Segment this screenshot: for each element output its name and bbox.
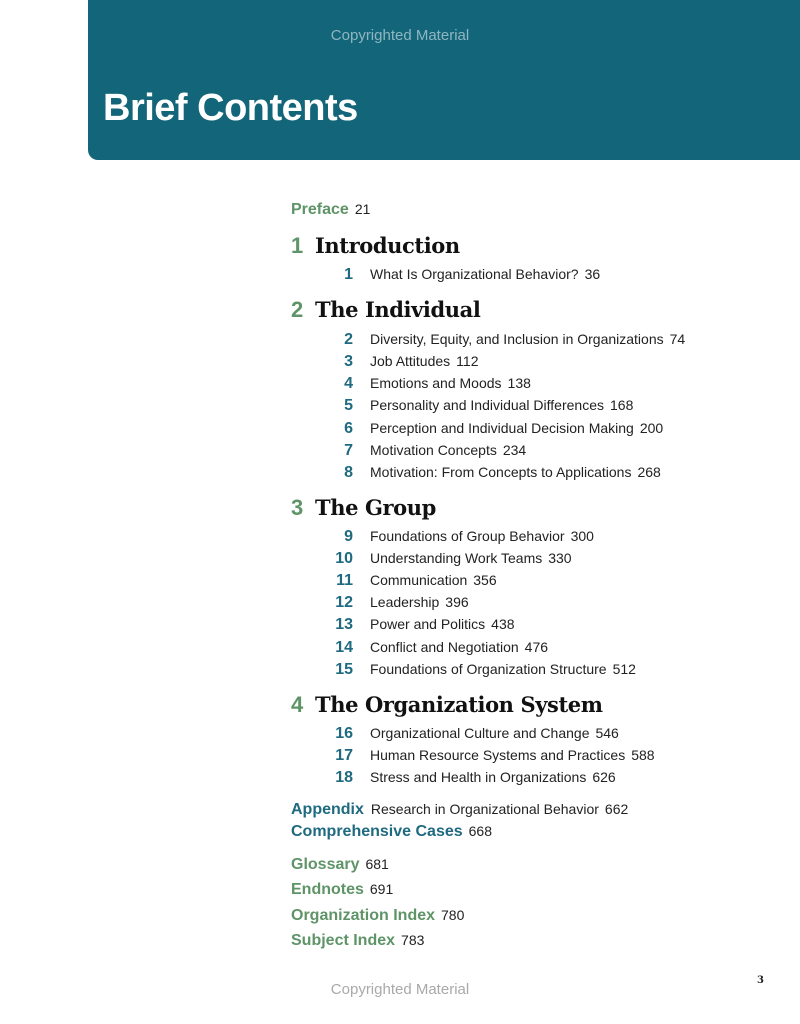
chapter-page: 438 <box>491 616 515 632</box>
preface-label: Preface <box>291 201 349 218</box>
part-number: 3 <box>291 495 304 520</box>
appendix-page: 662 <box>604 801 629 817</box>
chapter-title: Communication <box>370 572 468 588</box>
chapter-page: 626 <box>592 769 616 785</box>
page-title: Brief Contents <box>103 87 358 129</box>
back-matter-label: Subject Index <box>291 932 396 949</box>
chapter-page: 546 <box>595 725 619 741</box>
chapter-page: 512 <box>612 661 636 677</box>
appendix-label: Appendix <box>291 801 364 818</box>
chapter-entry[interactable] <box>291 747 655 765</box>
chapter-number: 11 <box>336 572 353 589</box>
part-heading[interactable] <box>291 692 603 718</box>
chapter-number: 3 <box>344 353 353 370</box>
part-number: 4 <box>291 692 304 717</box>
chapter-title: Foundations of Group Behavior <box>370 528 565 544</box>
chapter-title: Personality and Individual Differences <box>370 397 604 413</box>
chapter-number: 1 <box>344 266 353 283</box>
chapter-title: What Is Organizational Behavior? <box>370 266 579 282</box>
chapter-number: 12 <box>335 594 353 611</box>
appendix-title: Research in Organizational Behavior <box>370 801 599 817</box>
chapter-number: 5 <box>344 397 353 414</box>
chapter-number: 2 <box>344 331 353 348</box>
part-title: The Group <box>315 495 436 520</box>
chapter-number: 10 <box>335 550 353 567</box>
chapter-page: 36 <box>584 266 601 282</box>
chapter-title: Emotions and Moods <box>370 375 502 391</box>
chapter-entry[interactable] <box>291 769 616 787</box>
back-matter-page: 780 <box>441 907 465 923</box>
chapter-number: 14 <box>335 639 353 656</box>
page-number: 3 <box>757 975 764 986</box>
chapter-entry[interactable] <box>291 442 526 460</box>
chapter-page: 300 <box>570 528 594 544</box>
chapter-page: 396 <box>445 594 469 610</box>
chapter-title: Diversity, Equity, and Inclusion in Organizations <box>370 331 664 347</box>
toc-organization-index[interactable] <box>291 907 464 925</box>
watermark-bottom: Copyrighted Material <box>330 981 470 998</box>
cases-label: Comprehensive Cases <box>291 823 463 840</box>
chapter-entry[interactable] <box>291 375 531 393</box>
chapter-entry[interactable] <box>291 725 619 743</box>
chapter-number: 8 <box>344 464 353 481</box>
chapter-number: 6 <box>344 420 353 437</box>
chapter-page: 234 <box>502 442 527 458</box>
toc-cases[interactable] <box>291 823 492 841</box>
back-matter-label: Endnotes <box>291 881 364 898</box>
part-title: Introduction <box>315 233 460 258</box>
chapter-number: 16 <box>335 725 353 742</box>
cases-page: 668 <box>468 823 492 839</box>
chapter-page: 200 <box>639 420 664 436</box>
part-heading[interactable] <box>291 233 460 259</box>
chapter-entry[interactable] <box>291 464 661 482</box>
chapter-entry[interactable] <box>291 572 497 590</box>
chapter-number: 13 <box>335 616 353 633</box>
chapter-title: Conflict and Negotiation <box>370 639 519 655</box>
back-matter-page: 783 <box>401 932 425 948</box>
chapter-entry[interactable] <box>291 331 685 349</box>
part-heading[interactable] <box>291 297 480 323</box>
chapter-page: 74 <box>669 331 686 347</box>
back-matter-label: Glossary <box>291 856 360 873</box>
toc-preface[interactable] <box>291 201 370 219</box>
toc-glossary[interactable] <box>291 856 389 874</box>
chapter-entry[interactable] <box>291 353 479 371</box>
chapter-number: 7 <box>344 442 353 459</box>
chapter-page: 356 <box>473 572 497 588</box>
part-title: The Individual <box>315 297 481 322</box>
toc-subject-index[interactable] <box>291 932 424 950</box>
chapter-number: 17 <box>335 747 353 764</box>
chapter-number: 4 <box>344 375 353 392</box>
back-matter-label: Organization Index <box>291 907 436 924</box>
part-number: 1 <box>291 233 304 258</box>
chapter-page: 476 <box>524 639 549 655</box>
chapter-number: 9 <box>344 528 353 545</box>
chapter-title: Foundations of Organization Structure <box>370 661 607 677</box>
chapter-title: Motivation Concepts <box>370 442 497 458</box>
chapter-entry[interactable] <box>291 266 600 284</box>
chapter-title: Stress and Health in Organizations <box>370 769 587 785</box>
chapter-entry[interactable] <box>291 661 636 679</box>
chapter-page: 138 <box>507 375 531 391</box>
chapter-title: Leadership <box>370 594 440 610</box>
back-matter-page: 691 <box>369 881 394 897</box>
chapter-title: Job Attitudes <box>370 353 451 369</box>
chapter-page: 588 <box>631 747 655 763</box>
chapter-number: 18 <box>335 769 353 786</box>
header-band <box>88 0 800 160</box>
chapter-page: 168 <box>610 397 634 413</box>
watermark-top: Copyrighted Material <box>330 27 470 44</box>
chapter-title: Motivation: From Concepts to Applications <box>370 464 632 480</box>
chapter-entry[interactable] <box>291 594 469 612</box>
toc-appendix[interactable] <box>291 801 628 819</box>
chapter-entry[interactable] <box>291 639 548 657</box>
chapter-title: Power and Politics <box>370 616 486 632</box>
chapter-entry[interactable] <box>291 397 633 415</box>
chapter-entry[interactable] <box>291 550 572 568</box>
chapter-title: Organizational Culture and Change <box>370 725 590 741</box>
chapter-entry[interactable] <box>291 616 515 634</box>
chapter-title: Understanding Work Teams <box>370 550 543 566</box>
chapter-number: 15 <box>335 661 353 678</box>
chapter-title: Perception and Individual Decision Making <box>370 420 634 436</box>
toc-endnotes[interactable] <box>291 881 393 899</box>
chapter-entry[interactable] <box>291 420 663 438</box>
part-number: 2 <box>291 297 304 322</box>
chapter-entry[interactable] <box>291 528 594 546</box>
part-heading[interactable] <box>291 495 436 521</box>
chapter-page: 268 <box>637 464 661 480</box>
part-title: The Organization System <box>315 692 603 717</box>
back-matter-page: 681 <box>365 856 389 872</box>
preface-page: 21 <box>354 201 371 217</box>
chapter-title: Human Resource Systems and Practices <box>370 747 626 763</box>
chapter-page: 112 <box>456 353 479 369</box>
chapter-page: 330 <box>548 550 572 566</box>
